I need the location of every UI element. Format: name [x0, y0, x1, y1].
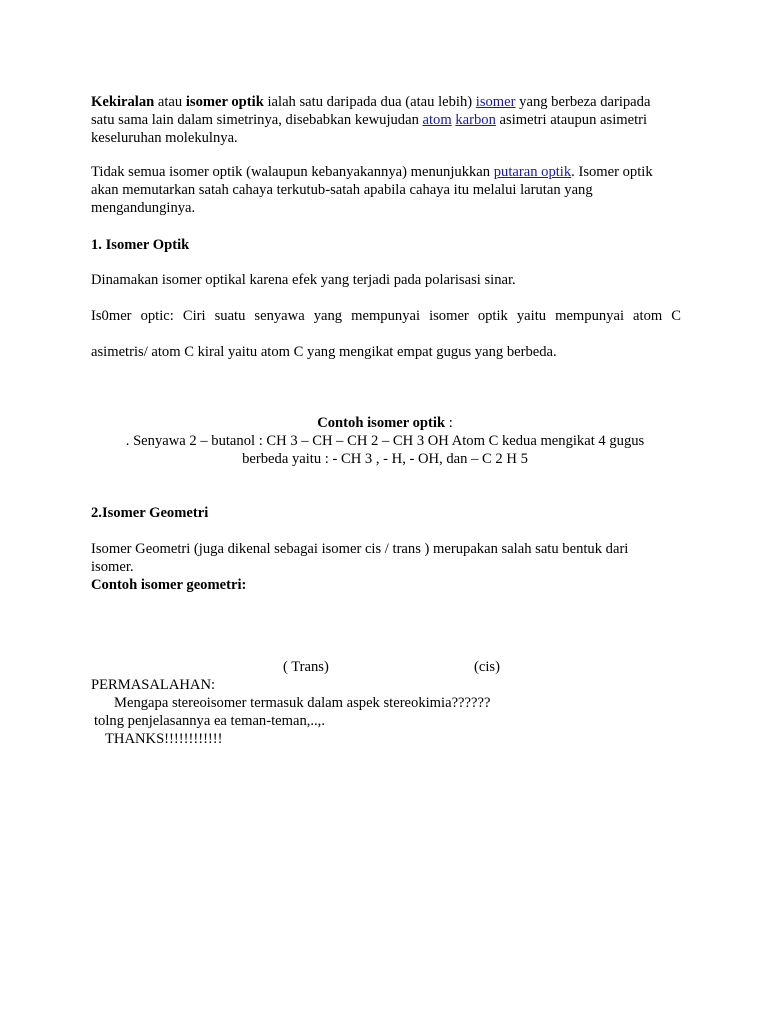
problem-heading: PERMASALAHAN:	[91, 677, 216, 693]
example-geometri-title: Contoh isomer geometri:	[91, 577, 247, 593]
section-1-heading: 1. Isomer Optik	[91, 237, 190, 253]
para2-line-3: mengandunginya.	[91, 200, 196, 216]
problem-line-3: THANKS!!!!!!!!!!!!	[105, 731, 223, 747]
intro-line-2: satu sama lain dalam simetrinya, disebabkan kewujudan atom karbon asimetri ataupun asimetri	[91, 112, 648, 128]
section-1-paragraph-2-line-1: Is0mer optic: Ciri suatu senyawa yang mempunyai isomer optik yaitu mempunyai atom C	[91, 308, 681, 324]
link-isomer[interactable]: isomer	[475, 94, 516, 110]
label-cis: (cis)	[474, 659, 500, 675]
term-kekiralan: Kekiralan	[91, 94, 155, 110]
intro-paragraph	[91, 93, 681, 147]
label-trans: ( Trans)	[283, 659, 329, 675]
section-2-paragraph-line-2: isomer.	[91, 559, 134, 575]
section-1-paragraph-1: Dinamakan isomer optikal karena efek yang terjadi pada polarisasi sinar.	[91, 272, 516, 288]
link-atom[interactable]: atom	[422, 112, 452, 128]
problem-line-1: Mengapa stereoisomer termasuk dalam aspek stereokimia??????	[114, 695, 491, 711]
problem-line-2: tolng penjelasannya ea teman-teman,..,.	[94, 713, 325, 729]
example-optik-title: Contoh isomer optik :	[317, 415, 453, 431]
link-putaran-optik[interactable]: putaran optik	[493, 164, 572, 180]
section-2-paragraph-line-1: Isomer Geometri (juga dikenal sebagai isomer cis / trans ) merupakan salah satu bentuk dari	[91, 541, 629, 557]
section-1-paragraph-2-line-2: asimetris/ atom C kiral yaitu atom C yang mengikat empat gugus yang berbeda.	[91, 344, 557, 360]
intro-line-1: Kekiralan atau isomer optik ialah satu daripada dua (atau lebih) isomer yang berbeza daripada	[91, 94, 651, 110]
term-isomer-optik: isomer optik	[185, 94, 264, 110]
optical-rotation-paragraph	[91, 163, 681, 217]
link-karbon[interactable]: karbon	[455, 112, 496, 128]
section-2-heading: 2.Isomer Geometri	[91, 505, 209, 521]
para2-line-1: Tidak semua isomer optik (walaupun kebanyakannya) menunjukkan putaran optik. Isomer optik	[91, 164, 653, 180]
example-optik-line-1: . Senyawa 2 – butanol : CH 3 – CH – CH 2 – CH 3 OH Atom C kedua mengikat 4 gugus	[125, 433, 645, 449]
section-2-paragraph	[91, 540, 681, 594]
intro-line-3: keseluruhan molekulnya.	[91, 130, 238, 146]
example-optik-line-2: berbeda yaitu : - CH 3 , - H, - OH, dan – C 2 H 5	[242, 451, 528, 467]
para2-line-2: akan memutarkan satah cahaya terkutub-satah apabila cahaya itu melalui larutan yang	[91, 182, 593, 198]
